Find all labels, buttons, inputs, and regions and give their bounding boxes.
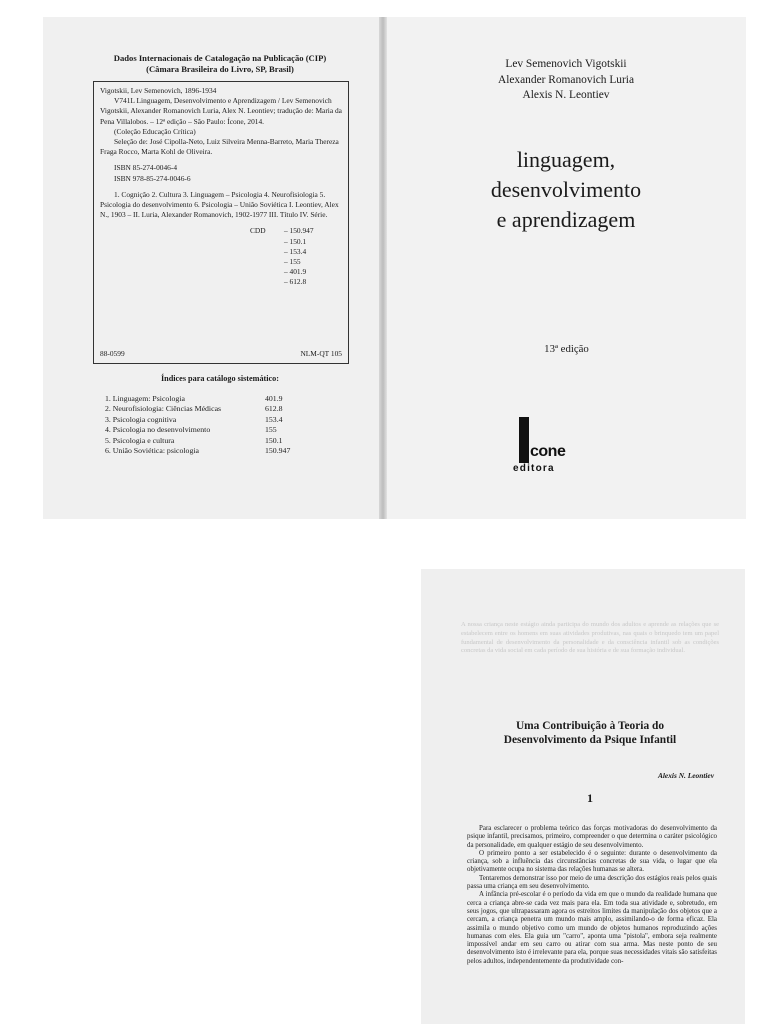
cip-title-1: Dados Internacionais de Catalogação na Publicação (CIP): [113, 53, 327, 63]
index-code: 401.9: [265, 394, 283, 403]
edition-label: 13ª edição: [544, 343, 589, 355]
cdd-value: – 155: [284, 257, 301, 267]
index-list: [105, 394, 315, 456]
title-line: desenvolvimento: [490, 177, 642, 202]
index-row: [105, 404, 315, 414]
publisher-mark: cone: [530, 443, 566, 460]
cip-line: V741L Linguagem, Desenvolvimento e Aprendizagem / Lev Semenovich Vigotskii, Alexander Romanovich Luria, Alex N. Leontiev; tradução de: Maria da Pena Villalobos. – 12ª edição – São Paulo: Ícone, 2014.: [100, 96, 342, 126]
index-label: 1. Linguagem: Psicologia: [105, 394, 185, 403]
index-title: Índices para catálogo sistemático:: [160, 374, 280, 383]
index-row: [105, 394, 315, 404]
index-row: [105, 446, 315, 456]
body-paragraph: Para esclarecer o problema teórico das forças motivadoras do desenvolvimento da psique infantil, precisamos, primeiro, compreender o que determina o caráter psicológico da personalidade, em qualquer estágio de seu desenvolvimento.: [467, 824, 717, 849]
index-row: [105, 436, 315, 446]
cdd-label: CDD: [250, 226, 266, 236]
title-line: e aprendizagem: [496, 207, 636, 232]
index-label: 4. Psicologia no desenvolvimento: [105, 425, 211, 435]
index-code: 612.8: [265, 404, 283, 414]
book-title: [441, 145, 691, 235]
book-spine: [379, 17, 387, 519]
isbn-line: ISBN 85-274-0046-4: [114, 163, 178, 173]
publisher-logo-bar-icon: [519, 417, 529, 463]
index-label: 3. Psicologia cognitiva: [105, 414, 177, 424]
cip-record-box: [93, 81, 349, 364]
cip-footer: [100, 349, 342, 359]
catalog-page: [43, 17, 383, 519]
cdd-value: – 150.1: [284, 236, 307, 246]
publisher-logo: [507, 415, 627, 479]
index-code: 155: [265, 425, 277, 435]
index-code: 150.1: [265, 435, 283, 445]
author-name: Alexander Romanovich Luria: [497, 73, 634, 86]
index-code: 150.947: [265, 446, 291, 456]
section-number: 1: [587, 791, 593, 805]
show-through-text: [461, 621, 719, 709]
index-label: 6. União Soviética: psicologia: [105, 446, 199, 456]
cdd-value: – 153.4: [284, 246, 307, 256]
cdd-value: – 612.8: [284, 277, 307, 287]
bleed-paragraph: A nossa criança neste estágio ainda participa do mundo dos adultos e aprende as relações que se estabelecem entre os homens em suas atividades produtivas, nas quais o brinquedo tem um papel fundamental de desenvolvimento da personalidade e da consciência infantil sob as condições concretas da vida social em cada período de sua história e de sua formação individual.: [461, 621, 719, 655]
chapter-body: [467, 824, 717, 1024]
index-code: 153.4: [265, 414, 283, 424]
nlm-code: NLM-QT 105: [300, 348, 342, 358]
index-label: 2. Neurofisiologia: Ciências Médicas: [105, 404, 222, 414]
cip-line: Vigotskii, Lev Semenovich, 1896-1934: [100, 86, 217, 95]
isbn-line: ISBN 978-85-274-0046-6: [114, 173, 191, 183]
author-list: [441, 57, 691, 104]
author-name: Lev Semenovich Vigotskii: [505, 58, 627, 70]
chapter-author: Alexis N. Leontiev: [657, 771, 714, 780]
catalog-number: 88-0599: [100, 348, 125, 358]
publisher-sub: editora: [513, 463, 555, 474]
cip-heading: [95, 53, 345, 75]
book-spread: [43, 17, 746, 519]
title-page: [387, 17, 746, 519]
cdd-block: [100, 226, 342, 287]
chapter-title-line: Desenvolvimento da Psique Infantil: [503, 734, 677, 746]
cdd-value: – 150.947: [284, 226, 314, 236]
chapter-title: [461, 719, 719, 747]
author-name: Alexis N. Leontiev: [522, 89, 610, 101]
index-row: [105, 415, 315, 425]
index-row: [105, 425, 315, 435]
title-line: linguagem,: [516, 147, 616, 172]
body-paragraph: O primeiro ponto a ser estabelecido é o seguinte: durante o desenvolvimento da criança, sob a influência das circunstâncias concretas de sua vida, o lugar que ela objetivamente ocupa no sistema das relações humanas se altera.: [467, 848, 717, 874]
body-paragraph: A infância pré-escolar é o período da vida em que o mundo da realidade humana que cerca a criança abre-se cada vez mais para ela. Em toda sua atividade e, sobretudo, em seus jogos, que ultrapassaram agora os estreitos limites da manipulação dos objetos que a cercam, a criança penetra um mundo mais amplo, assimilando-o de forma eficaz. Ela assimila o mundo objetivo como um mundo de objetos humanos reproduzindo ações humanas com eles. Ela guia um "carro", aponta uma "pistola", embora seja realmente impossível andar em seu carro ou atirar com sua arma. Mas neste ponto de seu desenvolvimento isto é irrelevante para ela, porque suas necessidades vitais são satisfeitas pelos adultos, independentemente da produtividade con-: [467, 890, 717, 965]
body-paragraph: Tentaremos demonstrar isso por meio de uma descrição dos estágios reais pelos quais passa uma criança em seu desenvolvimento.: [467, 873, 717, 891]
chapter-title-line: Uma Contribuição à Teoria do: [515, 720, 665, 732]
cip-line: (Coleção Educação Crítica): [114, 126, 196, 136]
chapter-page: [421, 569, 745, 1024]
subject-line: 1. Cognição 2. Cultura 3. Linguagem – Psicologia 4. Neurofisiologia 5. Psicologia do desenvolvimento 6. Psicologia – União Soviética I. Leontiev, Alex N., 1903 – II. Luria, Alexander Romanovich, 1902-1977 III. Título IV. Série.: [100, 189, 339, 220]
cip-line: Seleção de: José Cipolla-Neto, Luiz Silveira Menna-Barreto, Maria Thereza Fraga Rocco, Marta Kohl de Oliveira.: [100, 137, 339, 157]
cdd-value: – 401.9: [284, 267, 307, 277]
cip-title-2: (Câmara Brasileira do Livro, SP, Brasil): [146, 64, 294, 74]
index-label: 5. Psicologia e cultura: [105, 435, 175, 445]
